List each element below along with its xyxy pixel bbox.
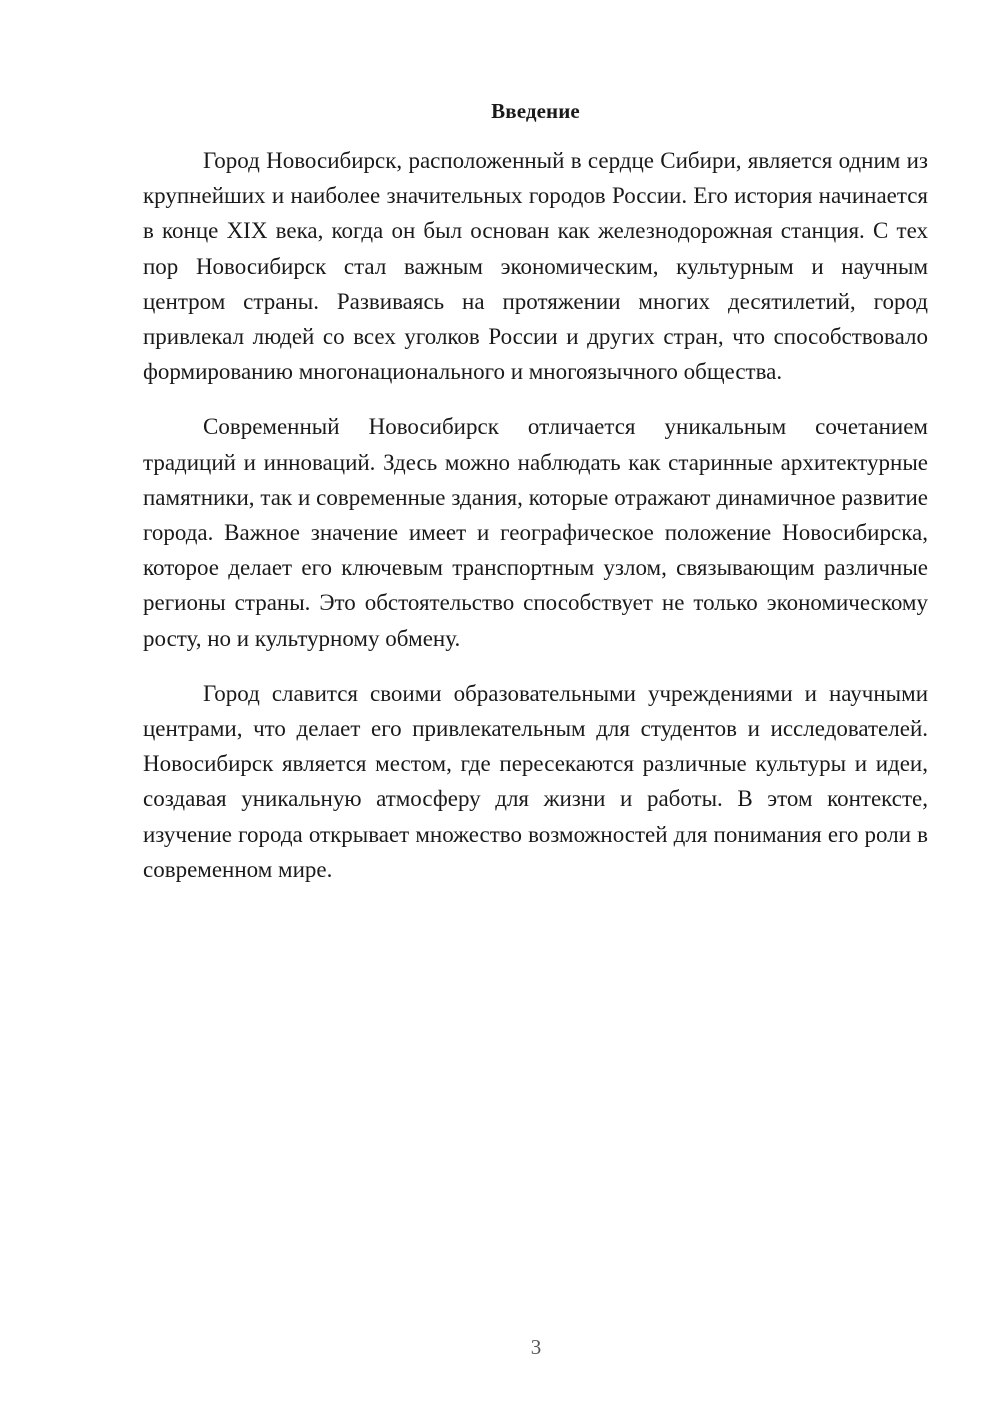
- paragraph-1: Город Новосибирск, расположенный в сердце Сибири, является одним из крупнейших и наиболее значительных городов России. Его история начинается в конце XIX века, когда он был основан как железнодорожная станция. С тех пор Новосибирск стал важным экономическим, культурным и научным центром страны. Развиваясь на протяжении многих десятилетий, город привлекал людей со всех уголков России и других стран, что способствовало формированию многонационального и многоязычного общества.: [143, 148, 928, 385]
- paragraph-2: Современный Новосибирск отличается уникальным сочетанием традиций и инноваций. Здесь можно наблюдать как старинные архитектурные памятники, так и современные здания, которые отражают динамичное развитие города. Важное значение имеет и географическое положение Новосибирска, которое делает его ключевым транспортным узлом, связывающим различные регионы страны. Это обстоятельство способствует не только экономическому росту, но и культурному обмену.: [143, 414, 928, 651]
- paragraph-3: Город славится своими образовательными учреждениями и научными центрами, что делает его привлекательным для студентов и исследователей. Новосибирск является местом, где пересекаются различные культуры и идеи, создавая уникальную атмосферу для жизни и работы. В этом контексте, изучение города открывает множество возможностей для понимания его роли в современном мире.: [143, 680, 928, 882]
- section-title: Введение: [491, 99, 580, 123]
- page-content: [143, 96, 928, 887]
- page-number: 3: [530, 1335, 542, 1359]
